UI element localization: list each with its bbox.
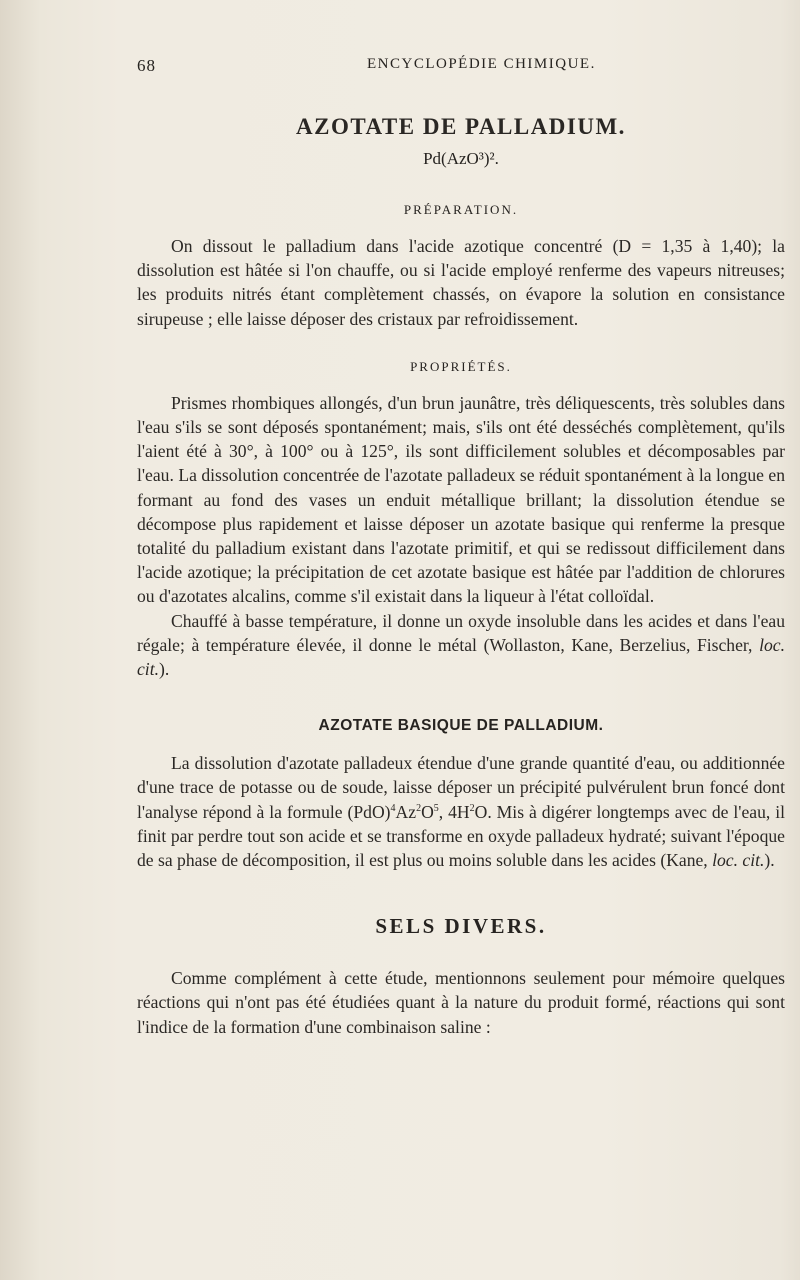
basique-text-b: Az (395, 801, 417, 822)
paragraph-preparation: On dissout le palladium dans l'acide azotique concentré (D = 1,35 à 1,40); la dissolution est hâtée si l'on chauffe, ou si l'acide employé renferme des vapeurs nitreuses; les produits nitrés étant complètement chassés, on évapore la solution en consistance sirupeuse ; elle laisse déposer des cristaux par refroidissement. (137, 236, 785, 329)
section-title-sels-divers: SELS DIVERS. (375, 914, 547, 939)
basique-text-c: O (421, 801, 434, 822)
paragraph-proprietes-1: Prismes rhombiques allongés, d'un brun jaunâtre, très déliquescents, très solubles dans l'eau s'ils se sont déposés spontanément; mais, s'ils ont été desséchés complètement, qu'ils l'aient été à 30°, à 100° ou à 125°, ils sont difficilement solubles et décomposables par l'eau. La dissolution concentrée de l'azotate palladeux se réduit spontanément à la longue en formant au fond des vases un enduit métallique brillant; la dissolution étendue se décompose plus rapidement et laisse déposer un azotate basique qui renferme la presque totalité du palladium existant dans l'azotate primitif, et qui se redissout difficilement dans l'acide azotique; la précipitation de cet azotate basique est hâtée par l'addition de chlorures ou d'azotates alcalins, comme s'il existait dans la liqueur à l'état colloïdal. (137, 392, 785, 607)
journal-title: ENCYCLOPÉDIE CHIMIQUE. (367, 56, 596, 72)
chemical-formula: Pd(AzO³)². (423, 149, 499, 168)
formula-sup-3: 5 (433, 802, 439, 814)
section-title-azotate-basique: AZOTATE BASIQUE DE PALLADIUM. (318, 717, 604, 735)
paragraph-azotate-basique (137, 751, 785, 872)
paragraph-proprietes-2 (137, 609, 785, 682)
page-content (137, 112, 785, 1039)
formula-sup-1: 4 (390, 802, 396, 814)
basique-text-end: ). (764, 850, 775, 871)
running-head (137, 56, 787, 80)
page-number: 68 (137, 56, 156, 75)
paragraph-sels-divers: Comme complément à cette étude, mentionnons seulement pour mémoire quelques réactions qui n'ont pas été étudiées quant à la nature du produit formé, réactions qui sont l'indice de la formation d'une combinaison saline : (137, 968, 785, 1037)
formula-sup-2: 2 (416, 802, 422, 814)
heading-proprietes: PROPRIÉTÉS. (410, 358, 512, 374)
section-title-azotate: AZOTATE DE PALLADIUM. (296, 114, 626, 139)
proprietes-2-text: Chauffé à basse température, il donne un oxyde insoluble dans les acides et dans l'eau régale; à température élevée, il donne le métal (Wollaston, Kane, Berzelius, Fischer, (137, 610, 785, 655)
reference-loc-cit-2: loc. cit. (712, 850, 765, 871)
formula-sup-4: 2 (469, 802, 475, 814)
basique-text-a: La dissolution d'azotate palladeux étendue d'une grande quantité d'eau, ou additionnée d'une trace de potasse ou de soude, laisse déposer un précipité pulvérulent brun foncé dont l'analyse répond à la formule (PdO) (137, 753, 785, 822)
proprietes-2-end: ). (158, 659, 170, 680)
heading-preparation: PRÉPARATION. (403, 202, 519, 217)
basique-text-e: O. Mis à digérer longtemps avec de l'eau, il finit par perdre tout son acide et se transforme en oxyde palladeux hydraté; suivant l'époque de sa phase de décomposition, il est plus ou moins soluble dans les acides (Kane, (137, 801, 785, 871)
basique-text-d: , 4H (438, 801, 470, 822)
reference-loc-cit: loc. cit. (137, 634, 785, 680)
